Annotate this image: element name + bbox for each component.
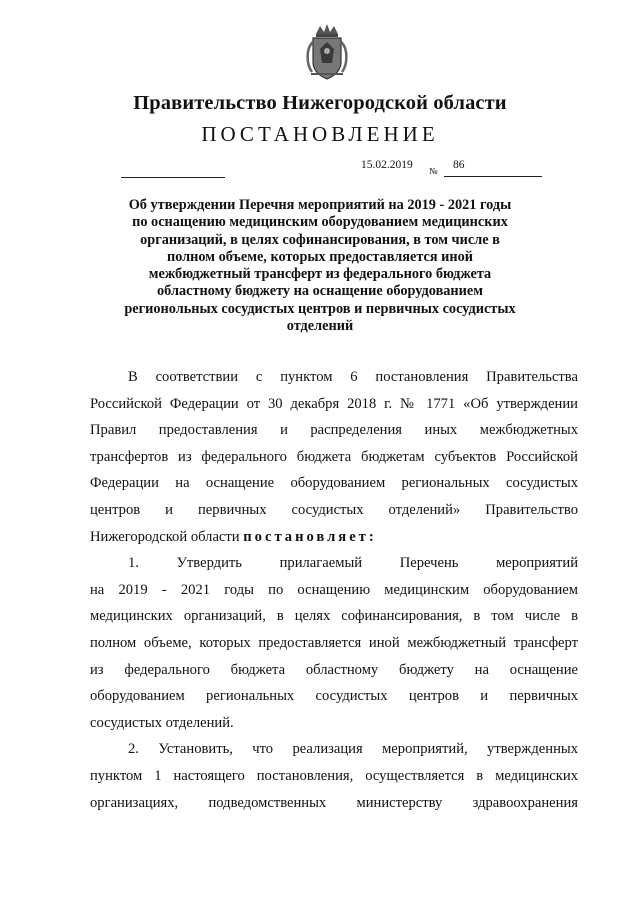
text-line: организациях, подведомственных министерству здравоохранения	[90, 794, 578, 811]
text-fragment: Нижегородской области	[90, 528, 240, 545]
document-body	[90, 364, 578, 816]
document-type: ПОСТАНОВЛЕНИЕ	[201, 122, 439, 146]
heading-line: Об утверждении Перечня мероприятий на 2019 - 2021 годы	[128, 197, 512, 213]
document-number: 86	[453, 159, 465, 171]
heading-line: отделений	[286, 318, 354, 335]
text-line: из федерального бюджета областному бюджету на оснащение	[90, 661, 578, 678]
coat-of-arms-icon	[302, 22, 352, 82]
resolves-keyword: постановляет:	[243, 528, 377, 545]
document-heading	[100, 197, 540, 335]
text-line: Федерации на оснащение оборудованием региональных сосудистых	[90, 475, 578, 492]
heading-line: областному бюджету на оснащение оборудованием	[157, 283, 483, 300]
government-name: Правительство Нижегородской области	[133, 92, 507, 114]
number-rule	[444, 176, 542, 177]
heading-line: регионольных сосудистых центров и первичных сосудистых	[124, 300, 516, 317]
text-line: на 2019 - 2021 годы по оснащению медицинским оборудованием	[90, 581, 578, 598]
document-date: 15.02.2019	[361, 159, 413, 171]
text-line: 2. Установить, что реализация мероприятий, утвержденных	[128, 741, 578, 758]
text-line: 1. Утвердить прилагаемый Перечень мероприятий	[128, 555, 578, 572]
text-line	[90, 524, 578, 551]
paragraph-item-1	[90, 550, 578, 736]
heading-line: межбюджетный трансферт из федерального бюджета	[148, 266, 492, 283]
heading-line: по оснащению медицинским оборудованием медицинских	[132, 214, 508, 231]
text-line: медицинских организаций, в целях софинансирования, в том числе в	[90, 608, 578, 625]
heading-line: полном объеме, которых предоставляется иной	[166, 248, 474, 265]
number-sign: №	[429, 166, 438, 176]
text-line: центров и первичных сосудистых отделений» Правительство	[90, 501, 578, 518]
paragraph-item-2	[90, 736, 578, 816]
text-line: трансфертов из федерального бюджета бюджетам субъектов Российской	[90, 448, 578, 465]
date-left-rule	[121, 177, 225, 178]
heading-line: организаций, в целях софинансирования, в том числе в	[140, 231, 500, 248]
text-line: пунктом 1 настоящего постановления, осуществляется в медицинских	[90, 767, 578, 784]
text-line: сосудистых отделений.	[90, 714, 234, 731]
text-line: Российской Федерации от 30 декабря 2018 г. № 1771 «Об утверждении	[90, 395, 578, 412]
text-line: Правил предоставления и распределения иных межбюджетных	[90, 422, 578, 439]
text-line: полном объеме, которых предоставляется иной межбюджетный трансферт	[90, 634, 578, 651]
text-line: оборудованием региональных сосудистых центров и первичных	[90, 688, 578, 705]
text-line: В соответствии с пунктом 6 постановления Правительства	[128, 369, 578, 385]
paragraph-preamble	[90, 364, 578, 550]
